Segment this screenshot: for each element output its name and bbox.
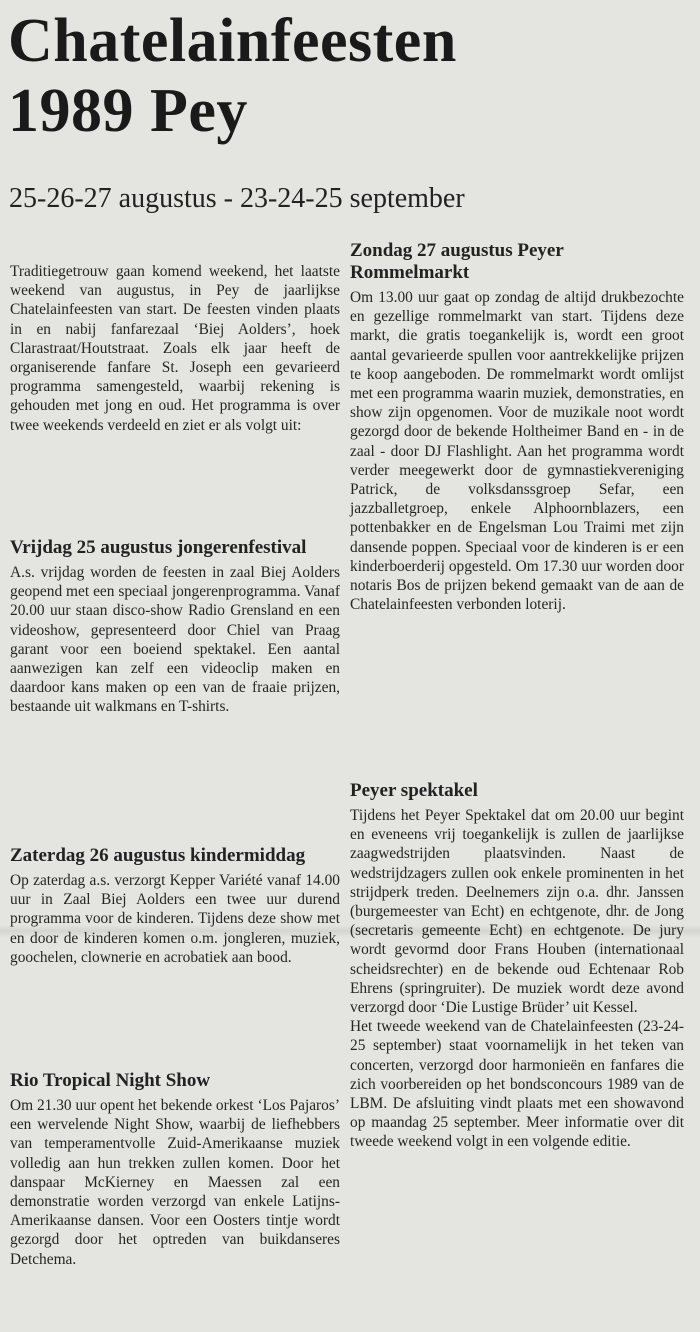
article-title	[8, 6, 457, 146]
friday-heading: Vrijdag 25 augustus jongerenfestival	[10, 537, 307, 558]
saturday-heading: Zaterdag 26 augustus kindermiddag	[10, 845, 306, 866]
sunday-section	[350, 240, 684, 614]
rio-section	[10, 1070, 340, 1269]
spektakel-heading: Peyer spektakel	[350, 780, 478, 801]
rio-paragraph: Om 21.30 uur opent het bekende orkest ‘Los Pajaros’ een wervelende Night Show, waarbij de liefhebbers van temperamentvolle Zuid-Amerikaanse muziek volledig aan hun trekken zullen komen. Door het danspaar McKierney en Maessen zal een demonstratie worden verzorgd van enkele Latijns-Amerikaanse dansen. Voor een Oosters tintje wordt gezorgd door het optreden van buikdanseres Detchema.	[10, 1097, 340, 1268]
rio-heading: Rio Tropical Night Show	[10, 1070, 211, 1091]
sunday-paragraph: Om 13.00 uur gaat op zondag de altijd drukbezochte en gezellige rommelmarkt van start. Tijdens deze markt, die gratis toegankelijk is, wordt een groot aantal gevarieerde spullen voor aantrekkelijke prijzen te koop aangeboden. De rommelmarkt wordt omlijst met een programma waarin muziek, demonstraties, en show zijn opgenomen. Voor de muzikale noot wordt gezorgd door de bekende Holtheimer Band en - in de zaal - door DJ Flashlight. Aan het programma wordt verder meegewerkt door de gymnastiekvereniging Patrick, de volksdanssgroep Sefar, een jazzballetgroep, enkele Alphoornblazers, een pottenbakker en de Engelsman Lou Traimi met zijn dansende poppen. Speciaal voor de kinderen is er een kinderboerderij opgesteld. Om 17.30 uur worden door notaris Bos de prijzen bekend gemaakt van de aan de Chatelainfeesten verbonden loterij.	[350, 289, 684, 614]
intro-block	[10, 262, 340, 435]
sunday-heading: Zondag 27 augustus Peyer Rommelmarkt	[350, 240, 564, 283]
second-weekend-paragraph: Het tweede weekend van de Chatelainfeesten (23-24-25 september) staat voornamelijk in het teken van concerten, verzorgd door harmonieën en fanfares die zich voorbereiden op het bondsconcours 1989 van de LBM. De afsluiting vindt plaats met een showavond op maandag 25 september. Meer informatie over dit tweede weekend volgt in een volgende editie.	[350, 1018, 684, 1151]
spektakel-paragraph: Tijdens het Peyer Spektakel dat om 20.00 uur begint en eveneens vrij toegankelijk is zullen de jaarlijkse zaagwedstrijden plaatsvinden. Naast de wedstrijdzagers zullen ook enkele prominenten in het strijdperk treden. Deelnemers zijn o.a. dhr. Janssen (burgemeester van Echt) en echtgenote, dhr. de Jong (secretaris gemeente Echt) en echtgenote. De jury wordt gevormd door Frans Houben (internationaal scheidsrechter) en de bekende oud Echtenaar Rob Ehrens (springruiter). De muziek wordt deze avond verzorgd door ‘Die Lustige Brüder’ uit Kessel.	[350, 807, 684, 1017]
friday-paragraph: A.s. vrijdag worden de feesten in zaal Biej Aolders geopend met een speciaal jongerenprogramma. Vanaf 20.00 uur staan disco-show Radio Grensland en een videoshow, gepresenteerd door Chiel van Praag garant voor een boeiend spektakel. Een aantal aanwezigen kan zelf een videoclip maken en daardoor kans maken op een van de fraaie prijzen, bestaande uit walkmans en T-shirts.	[10, 564, 340, 716]
friday-section	[10, 537, 340, 717]
title-line-2: 1989 Pey	[8, 77, 248, 145]
saturday-paragraph: Op zaterdag a.s. verzorgt Kepper Variété vanaf 14.00 uur in Zaal Biej Aolders een twee uur durend programma voor de kinderen. Tijdens deze show met en door de kinderen komen o.m. jongleren, muziek, goochelen, clownerie en acrobatiek aan bood.	[10, 872, 340, 966]
event-dates: 25-26-27 augustus - 23-24-25 september	[9, 183, 465, 214]
saturday-section	[10, 845, 340, 967]
spektakel-section	[350, 780, 684, 1152]
intro-paragraph: Traditiegetrouw gaan komend weekend, het laatste weekend van augustus, in Pey de jaarlijkse Chatelainfeesten van start. De feesten vinden plaats in en nabij fanfarezaal ‘Biej Aolders’, hoek Clarastraat/Houtstraat. Zoals elk jaar heeft de organiserende fanfare St. Joseph een gevarieerd programma samengesteld, waarbij rekening is gehouden met jong en oud. Het programma is over twee weekends verdeeld en ziet er als volgt uit:	[10, 263, 340, 434]
title-line-1: Chatelainfeesten	[8, 7, 457, 75]
